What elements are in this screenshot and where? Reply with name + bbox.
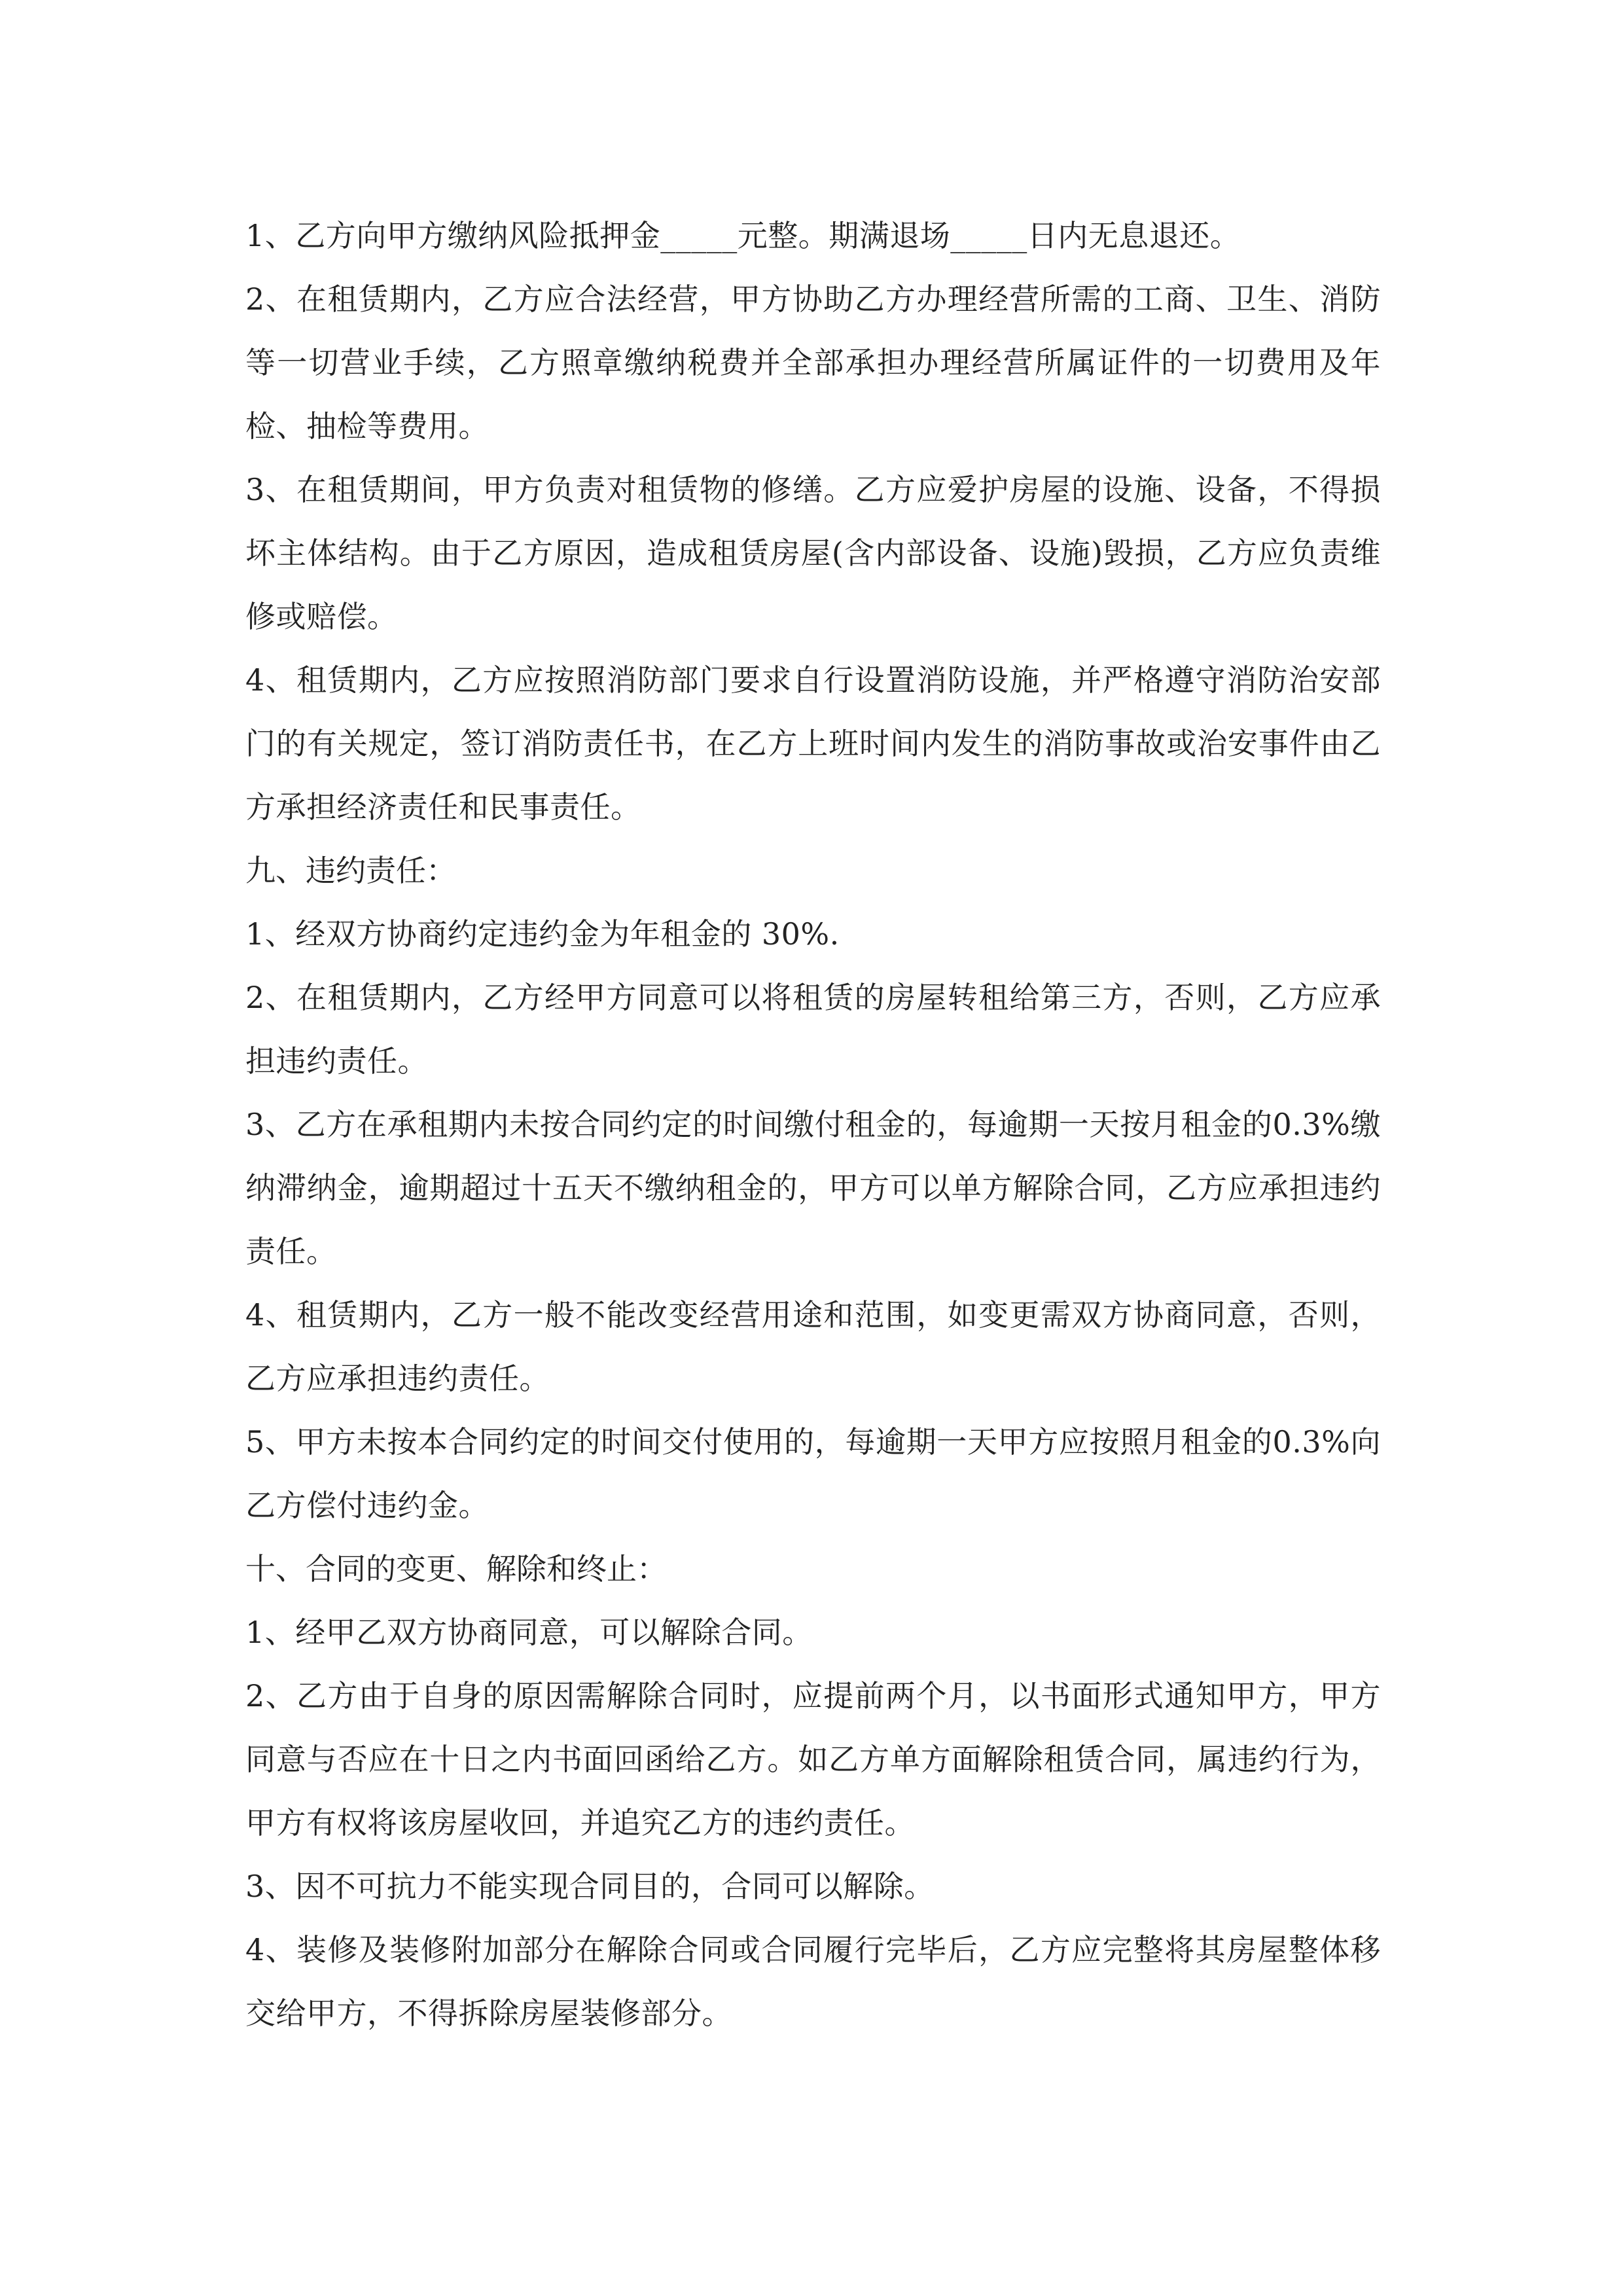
clause-repairs: 3、在租赁期间，甲方负责对租赁物的修缮。乙方应爱护房屋的设施、设备，不得损坏主体结构。由于乙方原因，造成租赁房屋(含内部设备、设施)毁损，乙方应负责维修或赔偿。: [245, 472, 1381, 634]
clause-early-termination: 2、乙方由于自身的原因需解除合同时，应提前两个月，以书面形式通知甲方，甲方同意与否应在十日之内书面回函给乙方。如乙方单方面解除租赁合同，属违约行为，甲方有权将该房屋收回，并追究乙方的违约责任。: [245, 1678, 1381, 1840]
clause-legal-operation: 2、在租赁期内，乙方应合法经营，甲方协助乙方办理经营所需的工商、卫生、消防等一切营业手续，乙方照章缴纳税费并全部承担办理经营所属证件的一切费用及年检、抽检等费用。: [245, 281, 1381, 444]
clause-fire-safety: 4、租赁期内，乙方应按照消防部门要求自行设置消防设施，并严格遵守消防治安部门的有关规定，签订消防责任书，在乙方上班时间内发生的消防事故或治安事件由乙方承担经济责任和民事责任。: [245, 662, 1381, 825]
clause-late-delivery: 5、甲方未按本合同约定的时间交付使用的，每逾期一天甲方应按照月租金的0.3%向乙方偿付违约金。: [245, 1424, 1381, 1523]
clause-renovation-handover: 4、装修及装修附加部分在解除合同或合同履行完毕后，乙方应完整将其房屋整体移交给甲方，不得拆除房屋装修部分。: [245, 1932, 1381, 2031]
clause-deposit: 1、乙方向甲方缴纳风险抵押金_____元整。期满退场_____日内无息退还。: [245, 218, 1241, 253]
document-body: [245, 204, 1381, 2045]
clause-penalty-rate: 1、经双方协商约定违约金为年租金的 30%.: [245, 916, 840, 952]
clause-force-majeure: 3、因不可抗力不能实现合同目的，合同可以解除。: [245, 1869, 935, 1904]
clause-sublease: 2、在租赁期内，乙方经甲方同意可以将租赁的房屋转租给第三方，否则，乙方应承担违约责任。: [245, 980, 1381, 1079]
section-heading-termination: 十、合同的变更、解除和终止：: [245, 1551, 667, 1587]
section-heading-breach: 九、违约责任：: [245, 853, 456, 888]
clause-mutual-termination: 1、经甲乙双方协商同意，可以解除合同。: [245, 1615, 813, 1650]
clause-change-of-use: 4、租赁期内，乙方一般不能改变经营用途和范围，如变更需双方协商同意，否则，乙方应承担违约责任。: [245, 1297, 1381, 1396]
clause-late-rent: 3、乙方在承租期内未按合同约定的时间缴付租金的，每逾期一天按月租金的0.3%缴纳滞纳金，逾期超过十五天不缴纳租金的，甲方可以单方解除合同，乙方应承担违约责任。: [245, 1107, 1381, 1269]
